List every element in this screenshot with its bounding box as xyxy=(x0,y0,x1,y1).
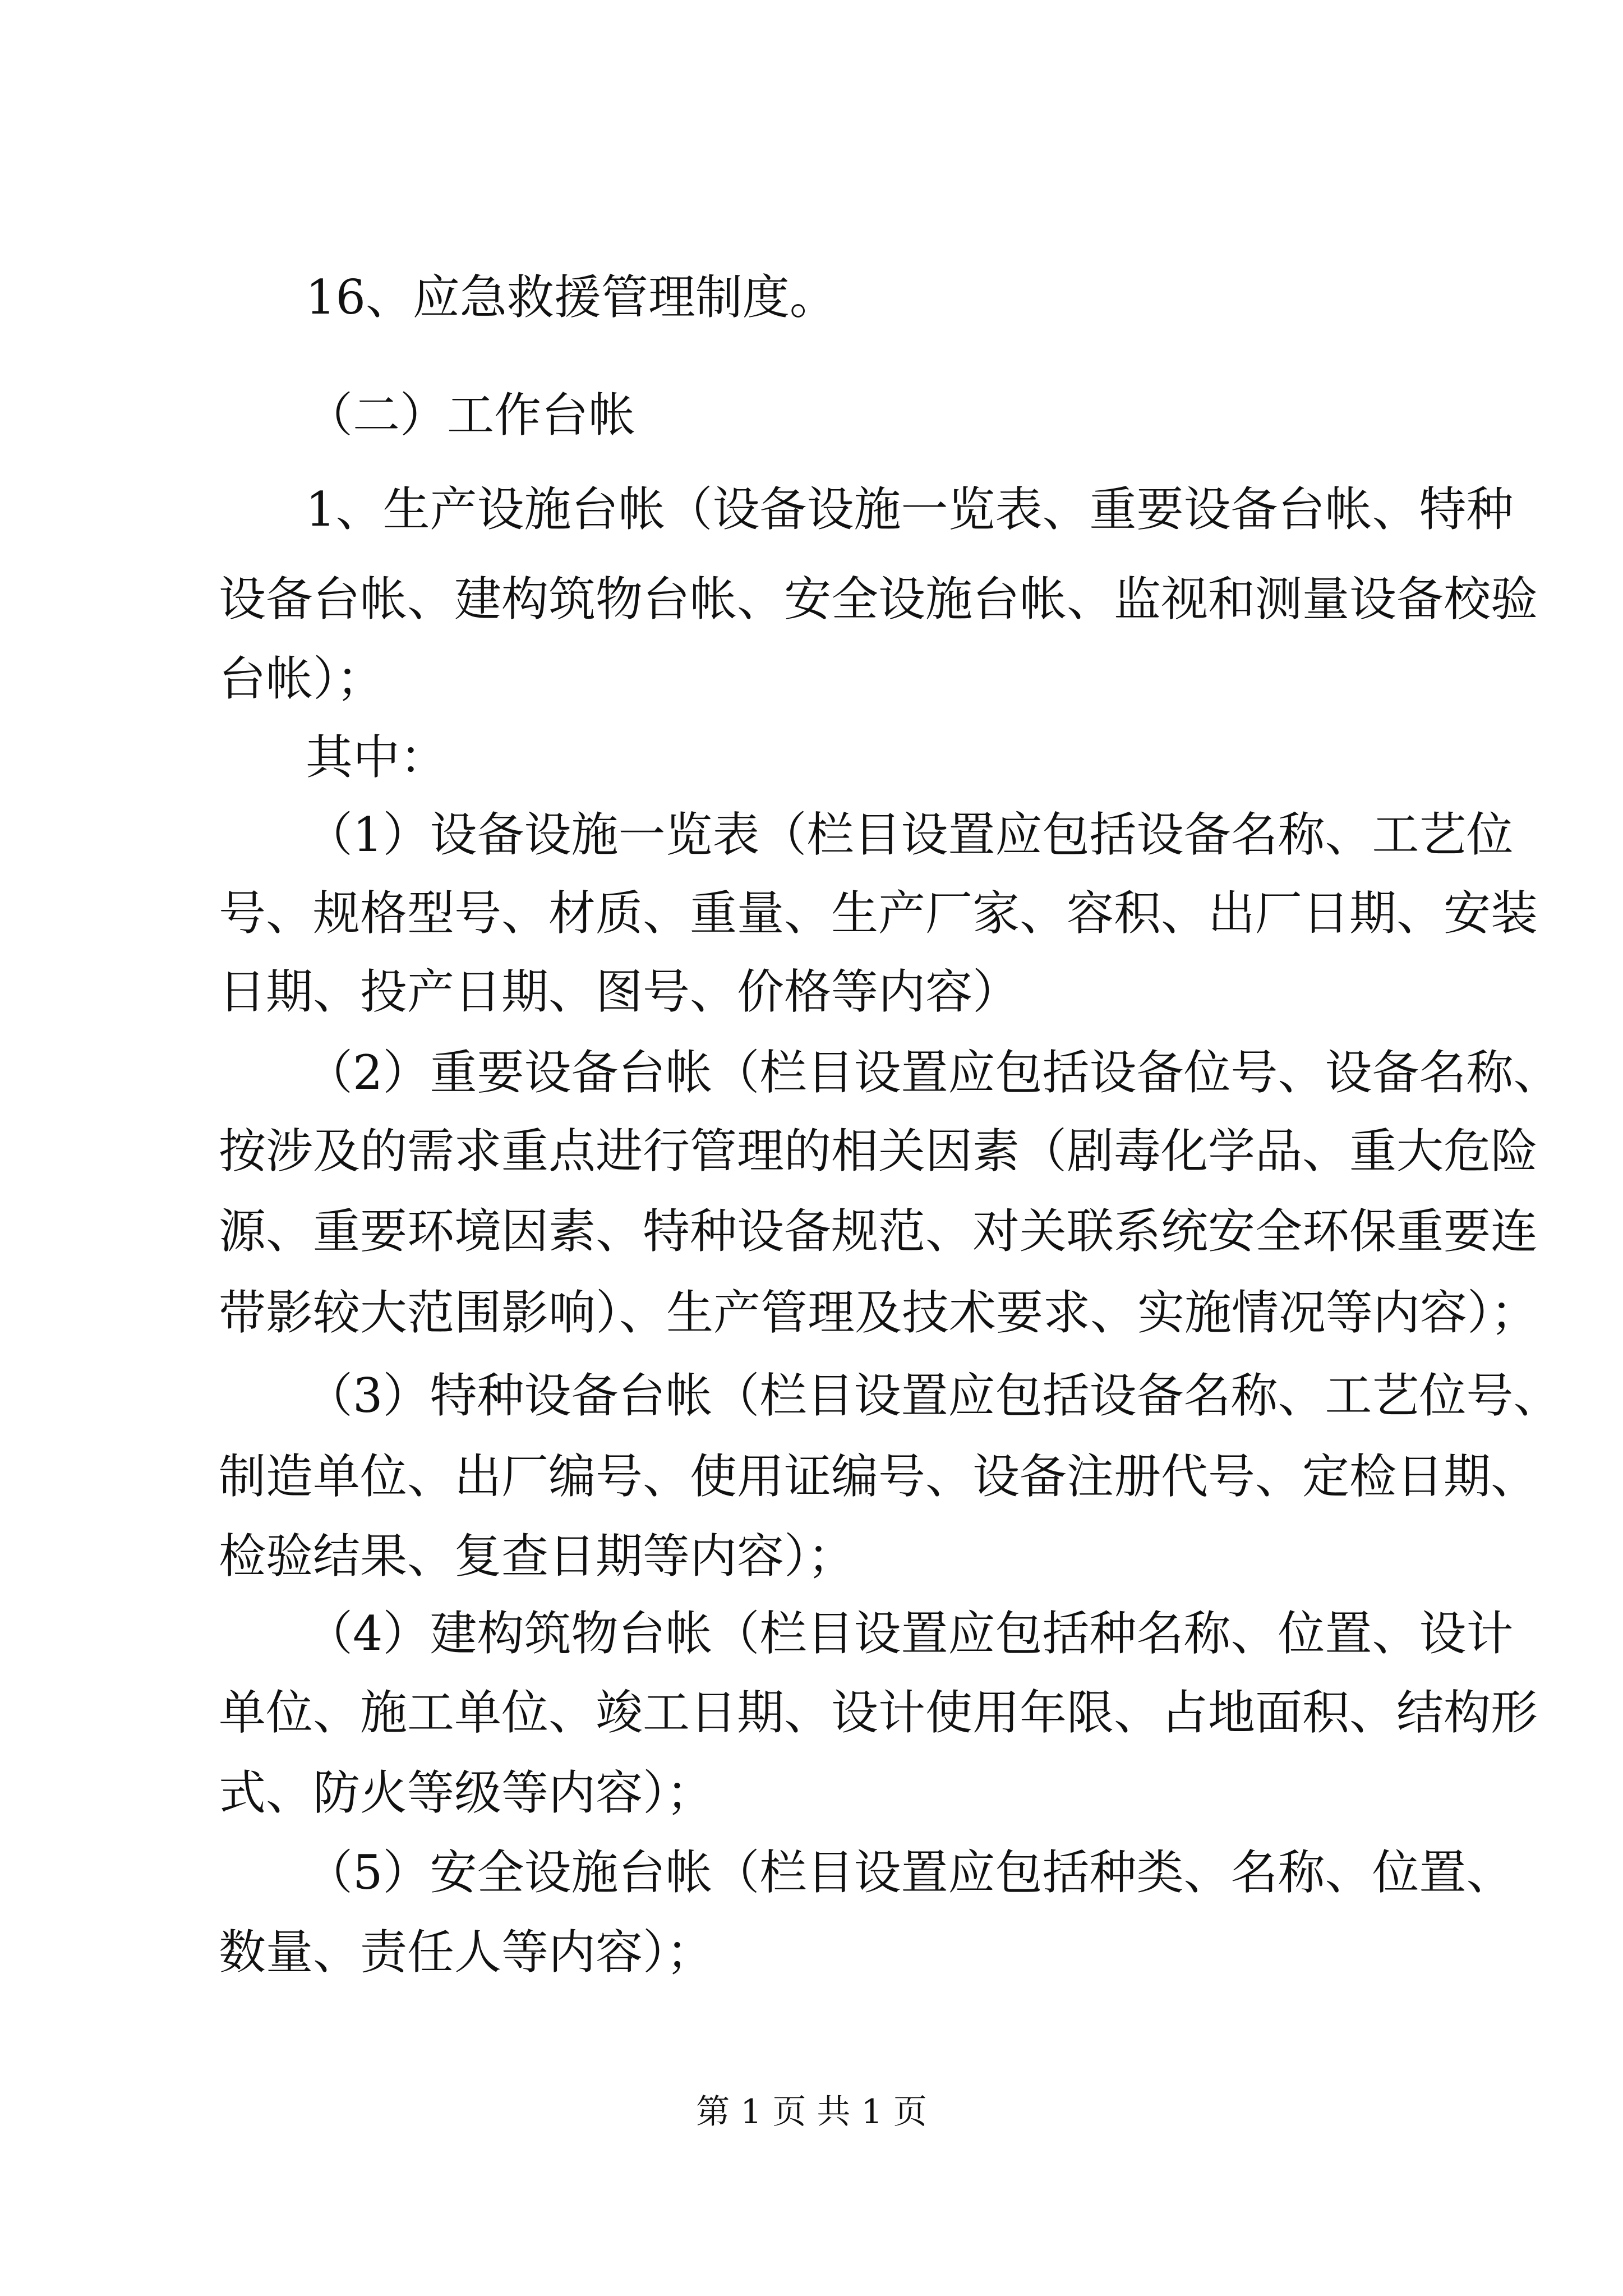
paragraph-line: （4）建构筑物台帐（栏目设置应包括种名称、位置、设计 xyxy=(306,1606,1514,1661)
paragraph-line: （2）重要设备台帐（栏目设置应包括设备位号、设备名称、 xyxy=(306,1045,1561,1100)
paragraph-line: 式、防火等级等内容）； xyxy=(219,1765,714,1820)
paragraph-line: 检验结果、复查日期等内容）； xyxy=(219,1529,855,1584)
paragraph-line: 16、应急救援管理制度。 xyxy=(306,270,837,325)
paragraph-line: （5）安全设施台帐（栏目设置应包括种类、名称、位置、 xyxy=(306,1845,1514,1900)
paragraph-line: 数量、责任人等内容）； xyxy=(219,1925,714,1980)
paragraph-line: 日期、投产日期、图号、价格等内容） xyxy=(219,964,1020,1019)
paragraph-line: 号、规格型号、材质、重量、生产厂家、容积、出厂日期、安装 xyxy=(219,886,1538,941)
paragraph-line: 设备台帐、建构筑物台帐、安全设施台帐、监视和测量设备校验 xyxy=(219,572,1538,627)
paragraph-line: 单位、施工单位、竣工日期、设计使用年限、占地面积、结构形 xyxy=(219,1685,1538,1740)
paragraph-line: 1、生产设施台帐（设备设施一览表、重要设备台帐、特种 xyxy=(306,482,1514,537)
paragraph-line: 源、重要环境因素、特种设备规范、对关联系统安全环保重要连 xyxy=(219,1204,1538,1259)
section-heading: （二）工作台帐 xyxy=(306,388,636,443)
paragraph-line: （1）设备设施一览表（栏目设置应包括设备名称、工艺位 xyxy=(306,807,1514,862)
paragraph-line: 台帐）； xyxy=(219,651,384,706)
paragraph-line: （3）特种设备台帐（栏目设置应包括设备名称、工艺位号、 xyxy=(306,1368,1561,1423)
paragraph-line: 其中： xyxy=(306,730,448,785)
paragraph-line: 带影较大范围影响）、生产管理及技术要求、实施情况等内容）； xyxy=(219,1285,1538,1340)
paragraph-line: 按涉及的需求重点进行管理的相关因素（剧毒化学品、重大危险 xyxy=(219,1124,1538,1179)
paragraph-line: 制造单位、出厂编号、使用证编号、设备注册代号、定检日期、 xyxy=(219,1449,1538,1504)
page-number-footer: 第 1 页 共 1 页 xyxy=(696,2092,927,2132)
